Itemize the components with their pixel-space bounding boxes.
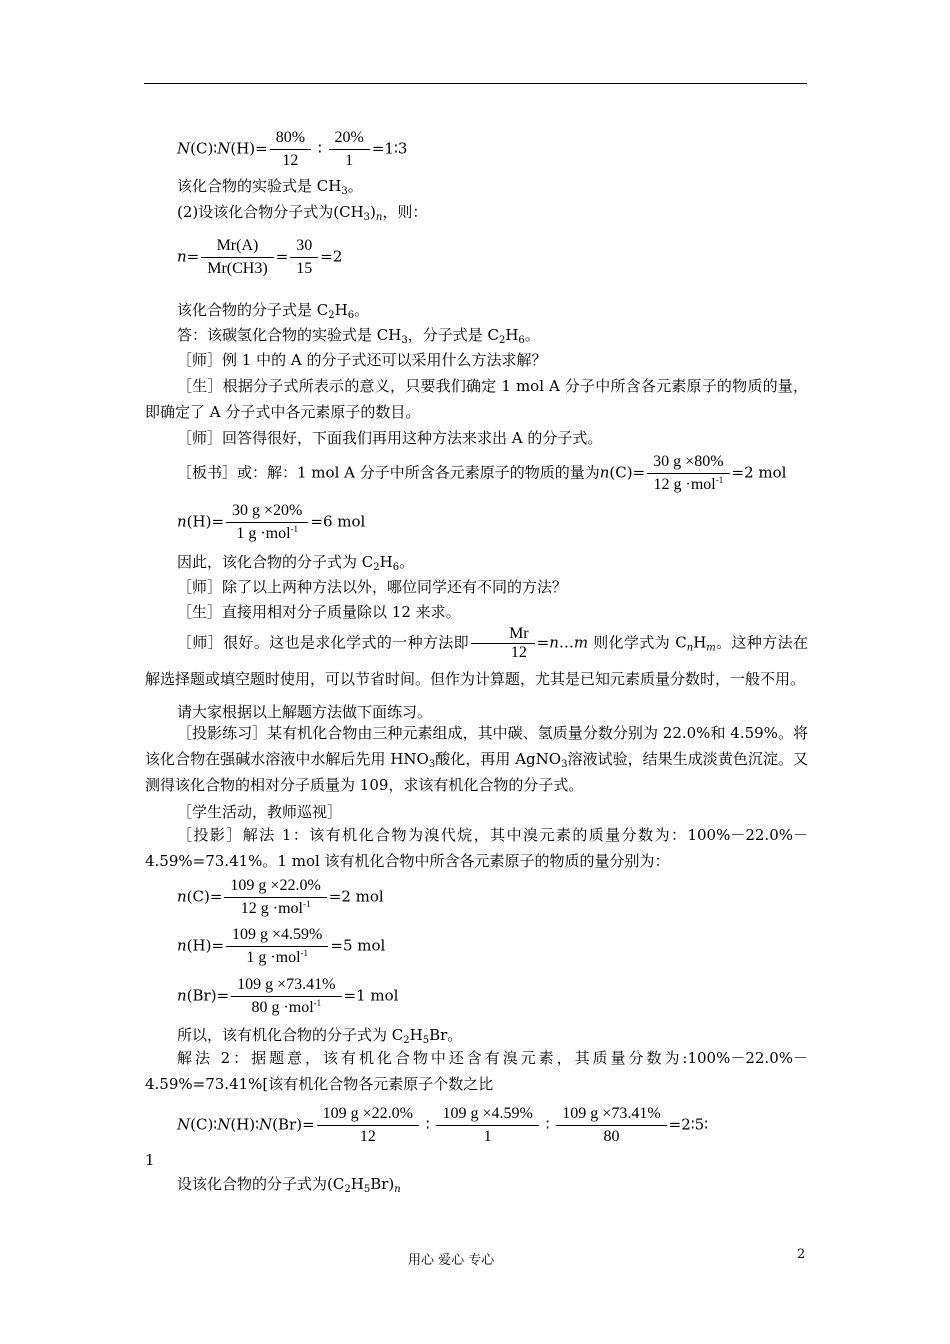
page-footer: 用心 爱心 专心	[408, 1253, 495, 1268]
page-number: 2	[797, 1247, 806, 1262]
fraction: $\frac{20\%}{1}$	[329, 127, 370, 172]
text-line: 答：该碳氢化合物的实验式是 $CH_3$，分子式是 $C_2H_6$。	[177, 326, 540, 346]
paragraph: ［生］根据分子式所表示的意义，只要我们确定 1 mol A 分子中所含各元素原子的物质的量，即确定了 A 分子式中各元素原子的数目。	[145, 377, 808, 421]
paragraph: ［师］很好。这也是求化学式的一种方法即 $\frac{Mr}{12}$ =n…m 则化学式为 $C_nH_m$。这种方法在解选择题或填空题时使用，可以节省时间。但作为计算题，尤其是已知元素质量分数时，一般不用。	[145, 625, 808, 688]
paragraph: ［投影练习］某有机化合物由三种元素组成，其中碳、氢质量分数分别为 22.0%和 4.59%。将该化合物在强碱水溶液中水解后先用 $HNO_3$酸化，再用 AgNO$_3$溶液试验，结果生成淡黄色沉淀。又测得该化合物的相对分子质量为 109，求该有机化合物的分子式。	[145, 724, 808, 794]
text-line: (2)设该化合物分子式为$(CH_3)_n$，则：	[177, 203, 428, 223]
text-line: 设该化合物的分子式为$(C_2H_5Br)_n$	[177, 1175, 401, 1195]
text-line: ［生］直接用相对分子质量除以 12 来求。	[177, 603, 461, 621]
text-line: 请大家根据以上解题方法做下面练习。	[177, 703, 433, 721]
text-line: 1	[145, 1151, 155, 1169]
ratio-line-ch: N(C)∶N(H)= $\frac{80\%}{12}$ ∶ $\frac{20\%}{1}$ =1∶3	[177, 127, 407, 172]
fraction: $\frac{Mr(A)}{Mr(CH3)}$	[201, 235, 273, 280]
fraction: $\frac{109 g \times 22.0\%}{12}$	[317, 1103, 419, 1148]
text-line: 该化合物的分子式是 $C_2H_6$。	[177, 301, 370, 321]
fraction: $\frac{109 g \times 4.59\%}{1 g \cdot mol^{-1}}$	[226, 924, 328, 969]
formula-line: n(Br)= $\frac{109 g \times 73.41\%}{80 g \cdot mol^{-1}}$ =1 mol	[177, 974, 398, 1019]
formula-line: n(H)= $\frac{30 g \times 20\%}{1 g \cdot mol^{-1}}$ =6 mol	[177, 500, 365, 545]
fraction: $\frac{109 g \times 73.41\%}{80 g \cdot mol^{-1}}$	[231, 974, 341, 1019]
fraction: $\frac{80\%}{12}$	[270, 127, 311, 172]
formula-line: N(C)∶N(H)∶N(Br)= $\frac{109 g \times 22.0\%}{12}$ ∶ $\frac{109 g \times 4.59\%}{1}$ ∶ $\frac{109 g \times 73.41\%}{80}$ =2∶5∶	[177, 1103, 708, 1148]
paragraph: ［投影］解法 1：该有机化合物为溴代烷，其中溴元素的质量分数为：100%－22.0%－4.59%=73.41%。1 mol 该有机化合物中所含各元素原子的物质的量分别为：	[145, 826, 808, 870]
paragraph: 解法 2：据题意，该有机化合物中还含有溴元素，其质量分数为:100%－22.0%－4.59%=73.41%[该有机化合物各元素原子个数之比	[145, 1049, 808, 1093]
formula-line: ［板书］或：解：1 mol A 分子中所含各元素原子的物质的量为n(C)= $\frac{30 g \times 80\%}{12 g \cdot mol^{-1}}$ =2 mol	[177, 451, 786, 496]
fraction: $\frac{30}{15}$	[290, 235, 318, 280]
fraction: $\frac{109 g \times 4.59\%}{1}$	[436, 1103, 538, 1148]
text-line: ［师］除了以上两种方法以外，哪位同学还有不同的方法？	[177, 578, 568, 596]
formula-line: n(H)= $\frac{109 g \times 4.59\%}{1 g \cdot mol^{-1}}$ =5 mol	[177, 924, 385, 969]
text-line: 该化合物的实验式是 $CH_3$。	[177, 177, 363, 197]
text-line: 所以，该有机化合物的分子式为 $C_2H_5Br$。	[177, 1026, 463, 1046]
fraction: $\frac{Mr}{12}$	[471, 625, 535, 662]
text-line: 因此，该化合物的分子式为 $C_2H_6$。	[177, 553, 415, 573]
formula-line: n(C)= $\frac{109 g \times 22.0\%}{12 g \cdot mol^{-1}}$ =2 mol	[177, 875, 384, 920]
fraction: $\frac{109 g \times 73.41\%}{80}$	[556, 1103, 666, 1148]
header-rule	[144, 83, 807, 84]
fraction: $\frac{30 g \times 80\%}{12 g \cdot mol^{-1}}$	[647, 451, 729, 496]
text-line: ［师］例 1 中的 A 的分子式还可以采用什么方法求解？	[177, 351, 547, 369]
text-line: ［师］回答得很好，下面我们再用这种方法来求出 A 的分子式。	[177, 429, 603, 447]
text-line: ［学生活动，教师巡视］	[177, 803, 343, 821]
formula-line: n= $\frac{Mr(A)}{Mr(CH3)}$ = $\frac{30}{15}$ =2	[177, 235, 342, 280]
fraction: $\frac{30 g \times 20\%}{1 g \cdot mol^{-1}}$	[226, 500, 308, 545]
fraction: $\frac{109 g \times 22.0\%}{12 g \cdot mol^{-1}}$	[224, 875, 326, 920]
